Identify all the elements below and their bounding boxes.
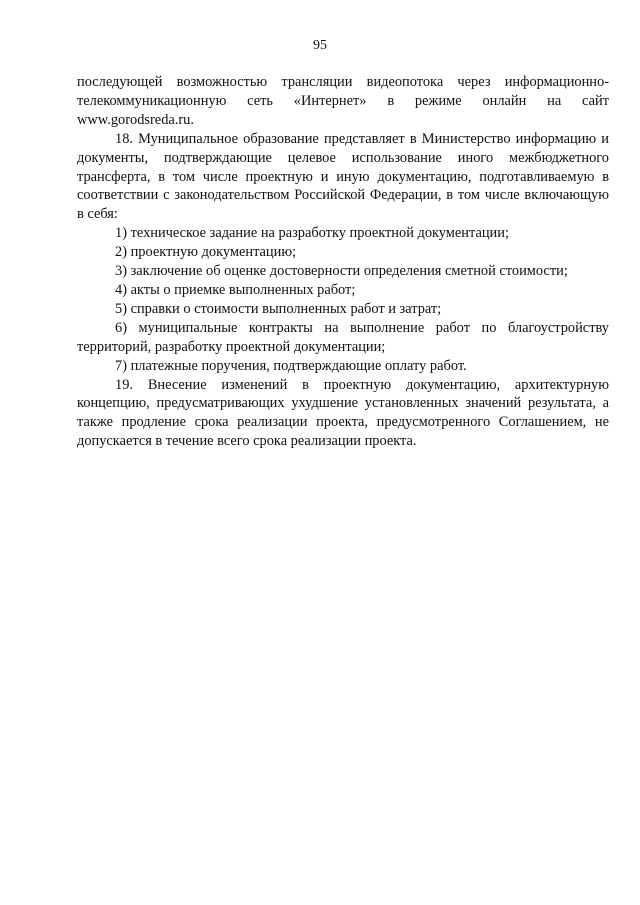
- list-item-7: 7) платежные поручения, подтверждающие оплату работ.: [115, 357, 467, 374]
- paragraph-continuation: последующей возможностью трансляции видеопотока через информационно-телекоммуникационную сеть «Интернет» в режиме онлайн на сайт www.gorodsreda.ru.: [77, 74, 609, 128]
- list-item-2: 2) проектную документацию;: [115, 244, 297, 261]
- paragraph-item-18: 18. Муниципальное образование представляет в Министерство информацию и документы, подтверждающие целевое использование иного межбюджетного трансферта, в том числе проектную и иную документацию, подготавливаемую в соответствии с законодательством Российской Федерации, в том числе включающую в себя:: [77, 130, 609, 223]
- page-number: 95: [313, 38, 327, 53]
- list-item-1: 1) техническое задание на разработку проектной документации;: [115, 225, 509, 242]
- document-body: [77, 73, 609, 451]
- paragraph-item-19: 19. Внесение изменений в проектную документацию, архитектурную концепцию, предусматривающих ухудшение установленных значений результата, а также продление срока реализации проекта, предусмотренного Соглашением, не допускается в течение всего срока реализации проекта.: [77, 376, 609, 450]
- list-item-3: 3) заключение об оценке достоверности определения сметной стоимости;: [115, 263, 568, 280]
- list-item-4: 4) акты о приемке выполненных работ;: [115, 281, 356, 298]
- list-item-5: 5) справки о стоимости выполненных работ и затрат;: [115, 300, 442, 317]
- list-item-6: 6) муниципальные контракты на выполнение работ по благоустройству территорий, разработку проектной документации;: [77, 319, 609, 355]
